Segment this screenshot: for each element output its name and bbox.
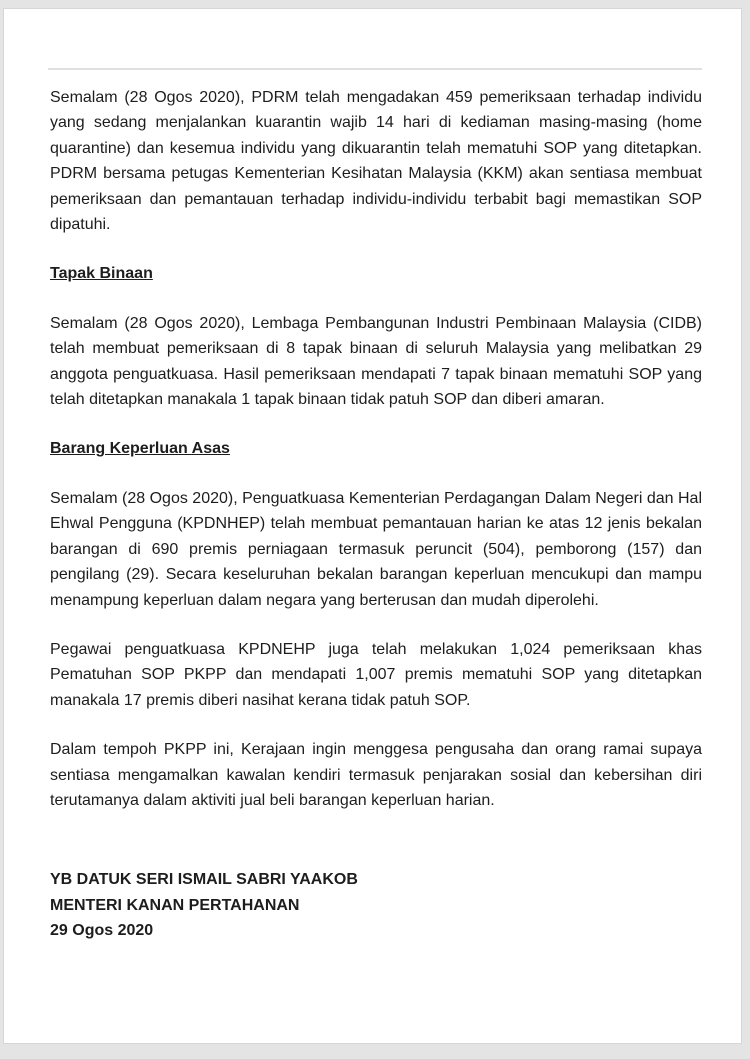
document-page xyxy=(3,8,742,1044)
document-content xyxy=(50,85,702,944)
paragraph-pkpp-self-control-advice: Dalam tempoh PKPP ini, Kerajaan ingin menggesa pengusaha dan orang ramai supaya sentiasa mengamalkan kawalan kendiri termasuk penjarakan sosial dan kebersihan diri terutamanya dalam aktiviti jual beli barangan keperluan harian. xyxy=(50,741,702,809)
header-separator-line xyxy=(48,68,702,70)
heading-tapak-binaan: Tapak Binaan xyxy=(50,265,153,283)
signature-block xyxy=(50,867,702,943)
paragraph-kpdnhep-monitoring: Semalam (28 Ogos 2020), Penguatkuasa Kementerian Perdagangan Dalam Negeri dan Hal Ehwal Pengguna (KPDNHEP) telah membuat pemantauan harian ke atas 12 jenis bekalan barangan di 690 premis perniagaan termasuk peruncit (504), pemborong (157) dan pengilang (29). Secara keseluruhan bekalan barangan keperluan mencukupi dan mampu menampung keperluan dalam negara yang berterusan dan mudah diperolehi. xyxy=(50,489,702,609)
paragraph-pdrm-quarantine: Semalam (28 Ogos 2020), PDRM telah mengadakan 459 pemeriksaan terhadap individu yang sedang menjalankan kuarantin wajib 14 hari di kediaman masing-masing (home quarantine) dan kesemua individu yang dikuarantin telah mematuhi SOP yang ditetapkan. PDRM bersama petugas Kementerian Kesihatan Malaysia (KKM) akan sentiasa membuat pemeriksaan dan pemantauan terhadap individu-individu terbabit bagi memastikan SOP dipatuhi. xyxy=(50,89,702,234)
signatory-title: MENTERI KANAN PERTAHANAN xyxy=(50,896,300,914)
heading-barang-keperluan-asas: Barang Keperluan Asas xyxy=(50,440,230,458)
paragraph-kpdnehp-sop-checks: Pegawai penguatkuasa KPDNEHP juga telah melakukan 1,024 pemeriksaan khas Pematuhan SOP PKPP dan mendapati 1,007 premis mematuhi SOP yang ditetapkan manakala 17 premis diberi nasihat kerana tidak patuh SOP. xyxy=(50,640,702,709)
signature-date: 29 Ogos 2020 xyxy=(50,922,154,940)
paragraph-cidb-inspections: Semalam (28 Ogos 2020), Lembaga Pembangunan Industri Pembinaan Malaysia (CIDB) telah membuat pemeriksaan di 8 tapak binaan di seluruh Malaysia yang melibatkan 29 anggota penguatkuasa. Hasil pemeriksaan mendapati 7 tapak binaan mematuhi SOP yang telah ditetapkan manakala 1 tapak binaan tidak patuh SOP dan diberi amaran. xyxy=(50,314,702,409)
signatory-name: YB DATUK SERI ISMAIL SABRI YAAKOB xyxy=(50,871,358,889)
